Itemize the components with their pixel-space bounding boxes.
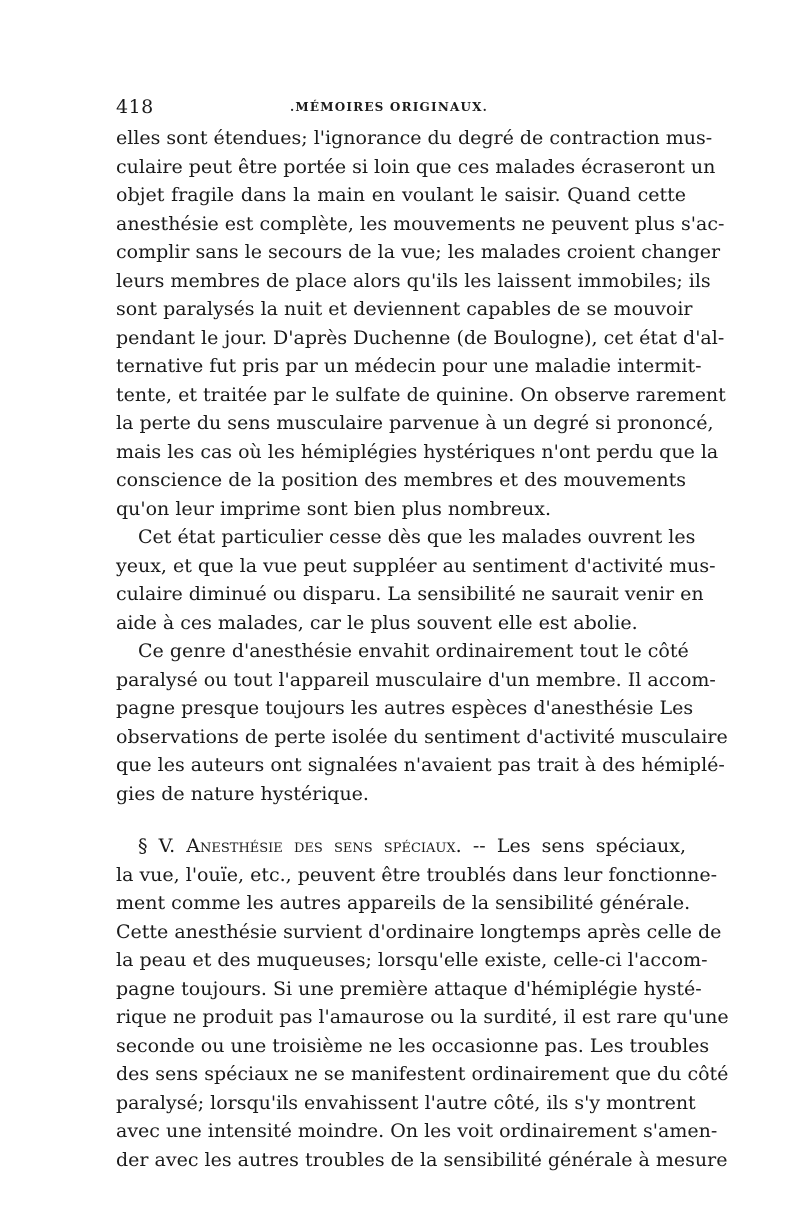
paragraph	[116, 637, 728, 808]
section-mark: § V.	[138, 835, 187, 857]
text-line: la perte du sens musculaire parvenue à un degré si prononcé,	[116, 412, 714, 434]
text-line: objet fragile dans la main en voulant le saisir. Quand cette	[116, 184, 686, 206]
text-line: mais les cas où les hémiplégies hystériques n'ont perdu que la	[116, 440, 719, 463]
text-line: que les auteurs ont signalées n'avaient pas trait à des hémiplé-	[116, 754, 725, 776]
text-line: seconde ou une troisième ne les occasionne pas. Les troubles	[116, 1034, 710, 1057]
section-heading-rest: -- Les sens spéciaux,	[461, 835, 686, 857]
text-line: qu'on leur imprime sont bien plus nombreux.	[116, 497, 552, 520]
paragraph	[116, 124, 726, 523]
text-line: culaire peut être portée si loin que ces malades écraseront un	[116, 155, 716, 178]
text-line: yeux, et que la vue peut suppléer au sentiment d'activité mus-	[116, 554, 716, 577]
text-line: complir sans le secours de la vue; les malades croient changer	[116, 241, 721, 263]
text-line: anesthésie est complète, les mouvements ne peuvent plus s'ac-	[116, 212, 725, 235]
paragraphs	[116, 124, 728, 808]
text-line: la vue, l'ouïe, etc., peuvent être troublés dans leur fonctionne-	[116, 863, 718, 886]
text-line: observations de perte isolée du sentiment d'activité musculaire	[116, 725, 728, 748]
text-line: aide à ces malades, car le plus souvent elle est abolie.	[116, 611, 638, 634]
text-line: Cet état particulier cesse dès que les malades ouvrent les	[138, 526, 696, 548]
section-heading: Anesthésie des sens spéciaux.	[186, 835, 462, 857]
page-number: 418	[116, 96, 154, 118]
section-gap	[116, 808, 686, 832]
body-text	[116, 124, 729, 1174]
text-line: elles sont étendues; l'ignorance du degré de contraction mus-	[116, 127, 713, 149]
text-line: pagne toujours. Si une première attaque d'hémiplégie hysté-	[116, 977, 702, 1000]
text-line: gies de nature hystérique.	[116, 782, 369, 805]
section-paragraph	[116, 832, 729, 1174]
text-line: avec une intensité moindre. On les voit ordinairement s'amen-	[116, 1120, 718, 1142]
text-line: conscience de la position des membres et des mouvements	[116, 469, 686, 491]
section-lines	[116, 861, 729, 1175]
book-page	[116, 96, 729, 1174]
text-line: des sens spéciaux ne se manifestent ordinairement que du côté	[116, 1063, 729, 1085]
text-line: la peau et des muqueuses; lorsqu'elle existe, celle-ci l'accom-	[116, 949, 708, 971]
text-line: der avec les autres troubles de la sensibilité générale à mesure	[116, 1148, 728, 1171]
page-header	[116, 96, 686, 124]
text-line: paralysé; lorsqu'ils envahissent l'autre côté, ils s'y montrent	[116, 1091, 696, 1114]
text-line: Cette anesthésie survient d'ordinaire longtemps après celle de	[116, 920, 722, 943]
text-line: rique ne produit pas l'amaurose ou la surdité, il est rare qu'une	[116, 1006, 729, 1028]
text-line: ment comme les autres appareils de la sensibilité générale.	[116, 892, 691, 914]
text-line: culaire diminué ou disparu. La sensibilité ne saurait venir en	[116, 583, 704, 605]
running-title: .MÉMOIRES ORIGINAUX.	[290, 100, 489, 114]
text-line: paralysé ou tout l'appareil musculaire d'un membre. Il accom-	[116, 668, 716, 691]
text-line: ternative fut pris par un médecin pour une maladie intermit-	[116, 355, 702, 377]
text-line: pendant le jour. D'après Duchenne (de Boulogne), cet état d'al-	[116, 326, 725, 349]
text-line: pagne presque toujours les autres espèces d'anesthésie Les	[116, 697, 694, 719]
text-line: Ce genre d'anesthésie envahit ordinairement tout le côté	[138, 640, 689, 662]
text-line: leurs membres de place alors qu'ils les laissent immobiles; ils	[116, 269, 711, 292]
paragraph	[116, 523, 716, 637]
section-heading-line	[116, 832, 686, 861]
text-line: sont paralysés la nuit et deviennent capables de se mouvoir	[116, 298, 693, 320]
text-line: tente, et traitée par le sulfate de quinine. On observe rarement	[116, 383, 726, 406]
